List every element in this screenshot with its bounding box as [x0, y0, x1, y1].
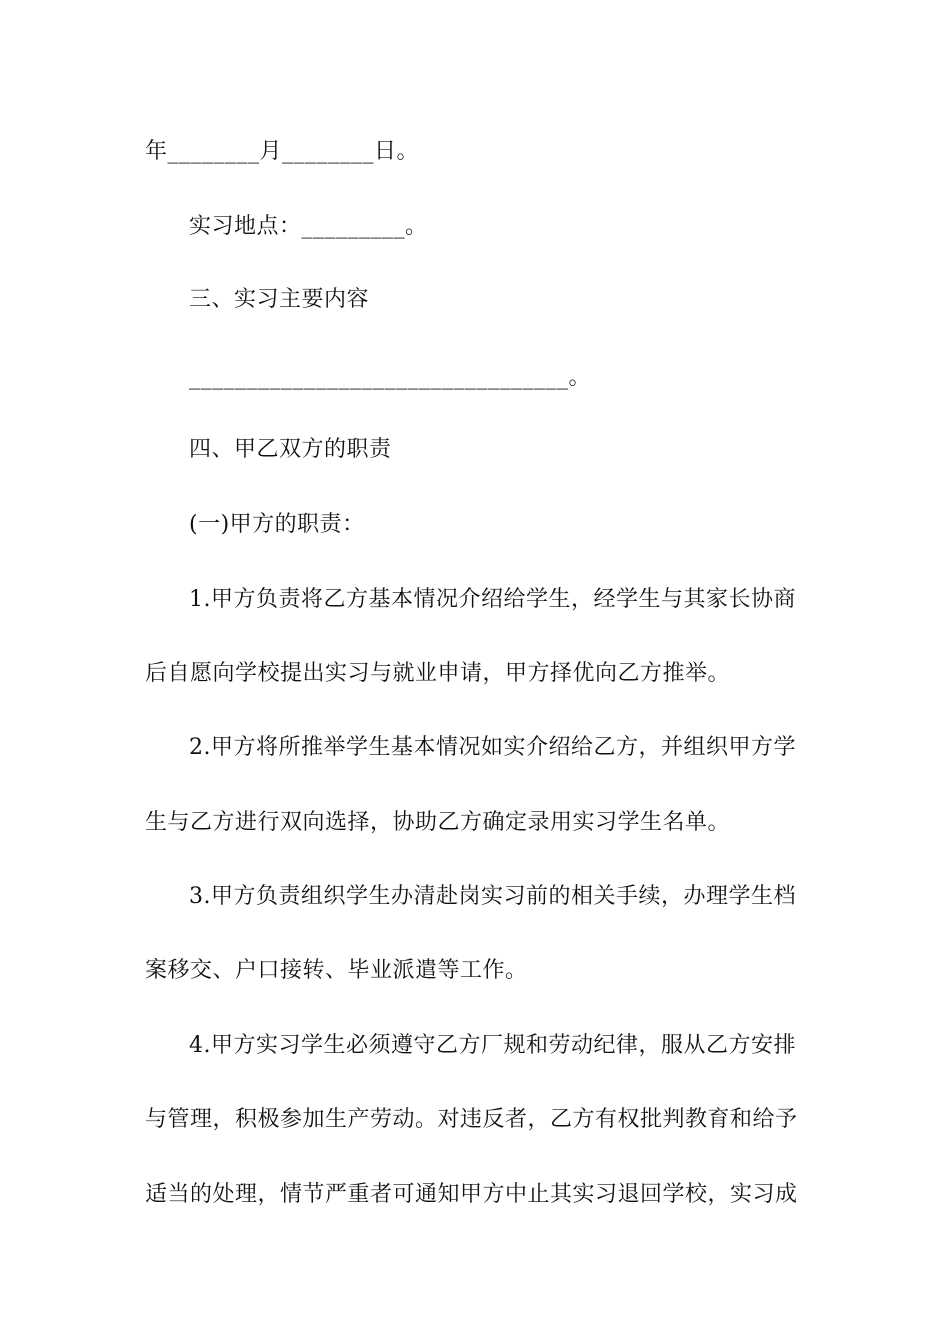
section-heading-main-content: 三、实习主要内容 [189, 287, 370, 312]
subsection-heading-party-a: (一)甲方的职责： [189, 512, 365, 537]
section-heading-responsibilities: 四、甲乙双方的职责 [189, 437, 392, 462]
paragraph-line: 案移交、户口接转、毕业派遣等工作。 [145, 958, 528, 983]
paragraph-line: 1.甲方负责将乙方基本情况介绍给学生，经学生与其家长协商 [189, 587, 796, 612]
paragraph-line: 3.甲方负责组织学生办清赴岗实习前的相关手续，办理学生档 [189, 884, 796, 909]
date-line: 年________月________日。 [145, 139, 420, 164]
paragraph-line: 后自愿向学校提出实习与就业申请，甲方择优向乙方推举。 [145, 661, 731, 686]
internship-location-line: 实习地点：_________。 [189, 214, 428, 239]
blank-content-line: _________________________________。 [189, 365, 592, 390]
paragraph-line: 4.甲方实习学生必须遵守乙方厂规和劳动纪律，服从乙方安排 [189, 1033, 796, 1058]
paragraph-line: 2.甲方将所推举学生基本情况如实介绍给乙方，并组织甲方学 [189, 735, 796, 760]
paragraph-line: 生与乙方进行双向选择，协助乙方确定录用实习学生名单。 [145, 810, 731, 835]
paragraph-line: 适当的处理，情节严重者可通知甲方中止其实习退回学校，实习成 [145, 1182, 798, 1207]
paragraph-line: 与管理，积极参加生产劳动。对违反者，乙方有权批判教育和给予 [145, 1107, 798, 1132]
